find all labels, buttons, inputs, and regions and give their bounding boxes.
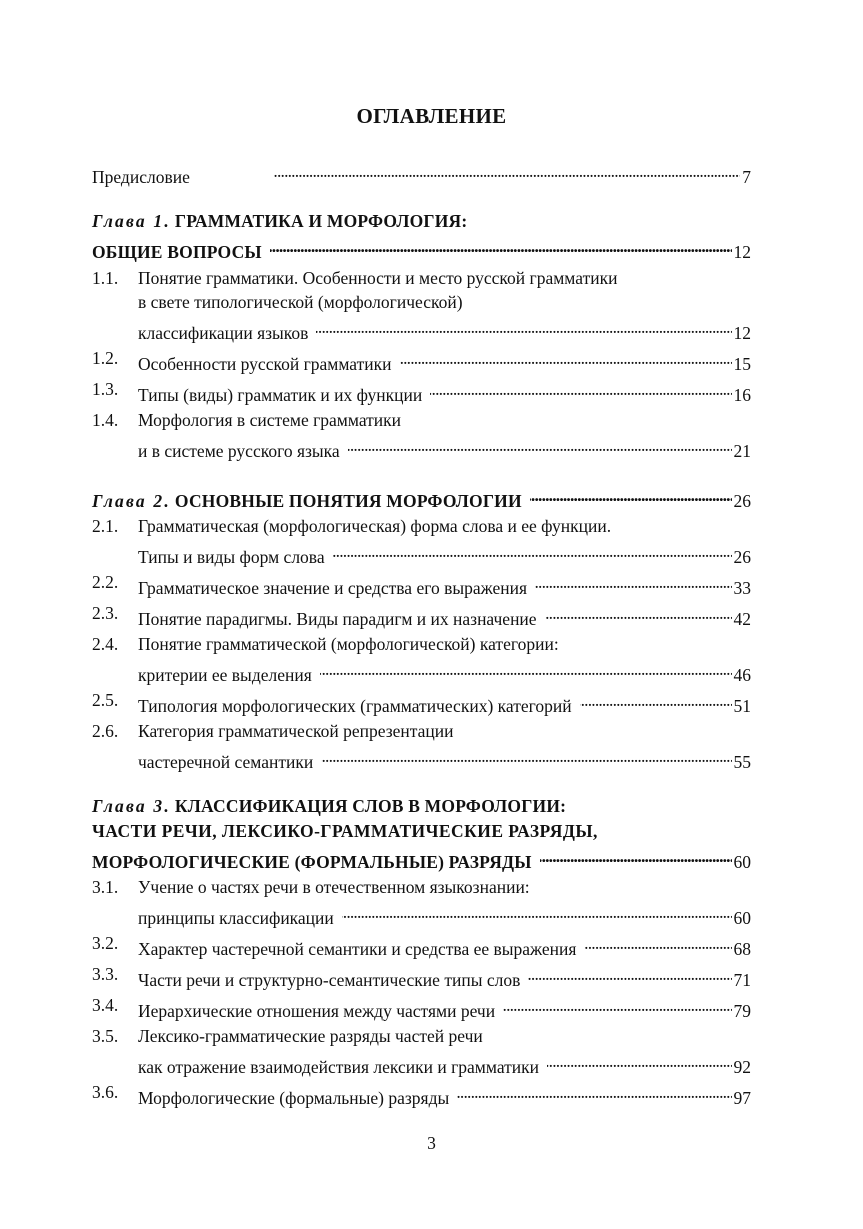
toc-page-number: 71 [733,970,751,990]
dot-leader [348,433,732,457]
toc-entry-3-1-end[interactable] [92,900,751,928]
dot-leader [400,346,732,370]
chapter-prefix: Глава 2. [92,491,171,511]
toc-page-number: 12 [733,323,751,343]
section-number: 1.2. [92,348,119,368]
section-number: 3.5. [92,1026,119,1046]
toc-entry-1-1-end[interactable] [92,315,751,343]
dot-leader [198,159,740,183]
chapter-title-line: ЧАСТИ РЕЧИ, ЛЕКСИКО-ГРАММАТИЧЕСКИЕ РАЗРЯДЫ, [92,821,598,841]
chapter-prefix: Глава 3. [92,796,171,816]
toc-entry-text: Понятие грамматической (морфологической) категории: [138,634,559,654]
chapter-prefix: Глава 1. [92,211,171,231]
dot-leader [321,744,731,768]
dot-leader [270,234,732,258]
toc-entry-text: частеречной семантики [138,752,314,772]
section-number: 3.3. [92,964,119,984]
toc-page-number: 92 [733,1057,751,1077]
toc-page-number: 26 [733,491,751,511]
dot-leader [535,570,731,594]
toc-entry-text: Категория грамматической репрезентации [138,721,454,741]
toc-page-number: 33 [733,578,751,598]
toc-entry-2-1-end[interactable] [92,539,751,567]
chapter-title-line: ГРАММАТИКА И МОРФОЛОГИЯ: [174,211,468,231]
toc-page-number: 60 [733,908,751,928]
toc-entry-text: Части речи и структурно-семантические типы слов [138,970,521,990]
toc-page-number: 68 [733,939,751,959]
toc-page-number: 55 [733,752,751,772]
toc-page-number: 97 [733,1088,751,1108]
section-number: 2.1. [92,516,119,536]
chapter-title-line: КЛАССИФИКАЦИЯ СЛОВ В МОРФОЛОГИИ: [174,796,567,816]
toc-page-number: 46 [733,665,751,685]
toc-entry-text: Особенности русской грамматики [138,354,392,374]
toc-entry-text: критерии ее выделения [138,665,312,685]
toc-entry-3-3[interactable] [92,962,751,990]
toc-entry-3-5[interactable] [92,1024,751,1048]
dot-leader [528,962,731,986]
toc-entry-text: в свете типологической (морфологической) [138,292,463,312]
toc-entry-2-2[interactable] [92,570,751,598]
toc-entry-text: как отражение взаимодействия лексики и грамматики [138,1057,540,1077]
chapter-title-line: ОСНОВНЫЕ ПОНЯТИЯ МОРФОЛОГИИ [174,491,522,511]
dot-leader [342,900,732,924]
section-number: 1.3. [92,379,119,399]
dot-leader [457,1080,731,1104]
chapter-3-heading[interactable] [92,794,751,818]
dot-leader [584,931,731,955]
toc-page-number: 21 [733,441,751,461]
dot-leader [333,539,732,563]
toc-entry-text: классификации языков [138,323,309,343]
page-title: ОГЛАВЛЕНИЕ [356,104,507,128]
dot-leader [547,1049,731,1073]
toc-entry-continuation [92,290,751,314]
toc-entry-2-1[interactable] [92,514,751,538]
toc-entry-1-4[interactable] [92,408,751,432]
toc-entry-text: Характер частеречной семантики и средства ее выражения [138,939,577,959]
toc-entry-2-4[interactable] [92,632,751,656]
chapter-1-heading-end[interactable] [92,234,751,262]
page-number: 3 [427,1133,436,1153]
toc-page-number: 15 [733,354,751,374]
toc-entry-text: Морфология в системе грамматики [138,410,402,430]
chapter-3-heading-line-2[interactable] [92,819,751,843]
toc-page-number: 60 [733,852,751,872]
section-number: 2.3. [92,603,119,623]
chapter-title-line: МОРФОЛОГИЧЕСКИЕ (ФОРМАЛЬНЫЕ) РАЗРЯДЫ [92,852,532,872]
toc-entry-text: Типы и виды форм слова [138,547,325,567]
toc-entry-2-5[interactable] [92,688,751,716]
toc-entry-1-1[interactable] [92,266,751,290]
dot-leader [540,844,732,868]
dot-leader [430,377,731,401]
toc-page-number: 12 [733,242,751,262]
toc-entry-3-6[interactable] [92,1080,751,1108]
section-number: 2.2. [92,572,119,592]
section-number: 2.4. [92,634,119,654]
toc-page-number: 51 [733,696,751,716]
section-number: 3.2. [92,933,119,953]
chapter-1-heading[interactable] [92,209,751,233]
toc-entry-text: Морфологические (формальные) разряды [138,1088,450,1108]
toc-entry-1-3[interactable] [92,377,751,405]
toc-entry-text: Грамматическое значение и средства его выражения [138,578,528,598]
toc-entry-2-6[interactable] [92,719,751,743]
chapter-3-heading-end[interactable] [92,844,751,872]
toc-entry-2-6-end[interactable] [92,744,751,772]
section-number: 2.5. [92,690,119,710]
toc-entry-preface[interactable] [92,159,751,187]
toc-entry-text: принципы классификации [138,908,334,928]
toc-entry-text: и в системе русского языка [138,441,340,461]
toc-entry-1-4-end[interactable] [92,433,751,461]
dot-leader [316,315,731,339]
toc-page-number: 42 [733,609,751,629]
toc-entry-1-2[interactable] [92,346,751,374]
toc-entry-2-4-end[interactable] [92,657,751,685]
toc-entry-text: Учение о частях речи в отечественном языкознании: [138,877,530,897]
toc-page-number: 7 [742,167,751,187]
toc-entry-3-1[interactable] [92,875,751,899]
dot-leader [580,688,732,712]
section-number: 3.4. [92,995,119,1015]
toc-entry-2-3[interactable] [92,601,751,629]
toc-entry-3-5-end[interactable] [92,1049,751,1077]
toc-entry-text: Типы (виды) грамматик и их функции [138,385,423,405]
dot-leader [530,483,732,507]
dot-leader [545,601,732,625]
toc-entry-3-2[interactable] [92,931,751,959]
toc-entry-3-4[interactable] [92,993,751,1021]
section-number: 2.6. [92,721,119,741]
section-number: 1.1. [92,268,119,288]
section-number: 3.6. [92,1082,119,1102]
dot-leader [320,657,732,681]
section-number: 3.1. [92,877,119,897]
toc-entry-text: Лексико-грамматические разряды частей речи [138,1026,483,1046]
toc-page-number: 26 [733,547,751,567]
toc-entry-text: Грамматическая (морфологическая) форма слова и ее функции. [138,516,612,536]
section-number: 1.4. [92,410,119,430]
toc-entry-text: Типология морфологических (грамматических) категорий [138,696,572,716]
toc-entry-text: Предисловие [92,167,190,187]
toc-entry-text: Понятие грамматики. Особенности и место русской грамматики [138,268,618,288]
chapter-title-line: ОБЩИЕ ВОПРОСЫ [92,242,262,262]
toc-entry-text: Понятие парадигмы. Виды парадигм и их назначение [138,609,537,629]
chapter-2-heading[interactable] [92,483,751,511]
toc-page-number: 79 [733,1001,751,1021]
toc-page-number: 16 [733,385,751,405]
toc-entry-text: Иерархические отношения между частями речи [138,1001,496,1021]
dot-leader [503,993,731,1017]
